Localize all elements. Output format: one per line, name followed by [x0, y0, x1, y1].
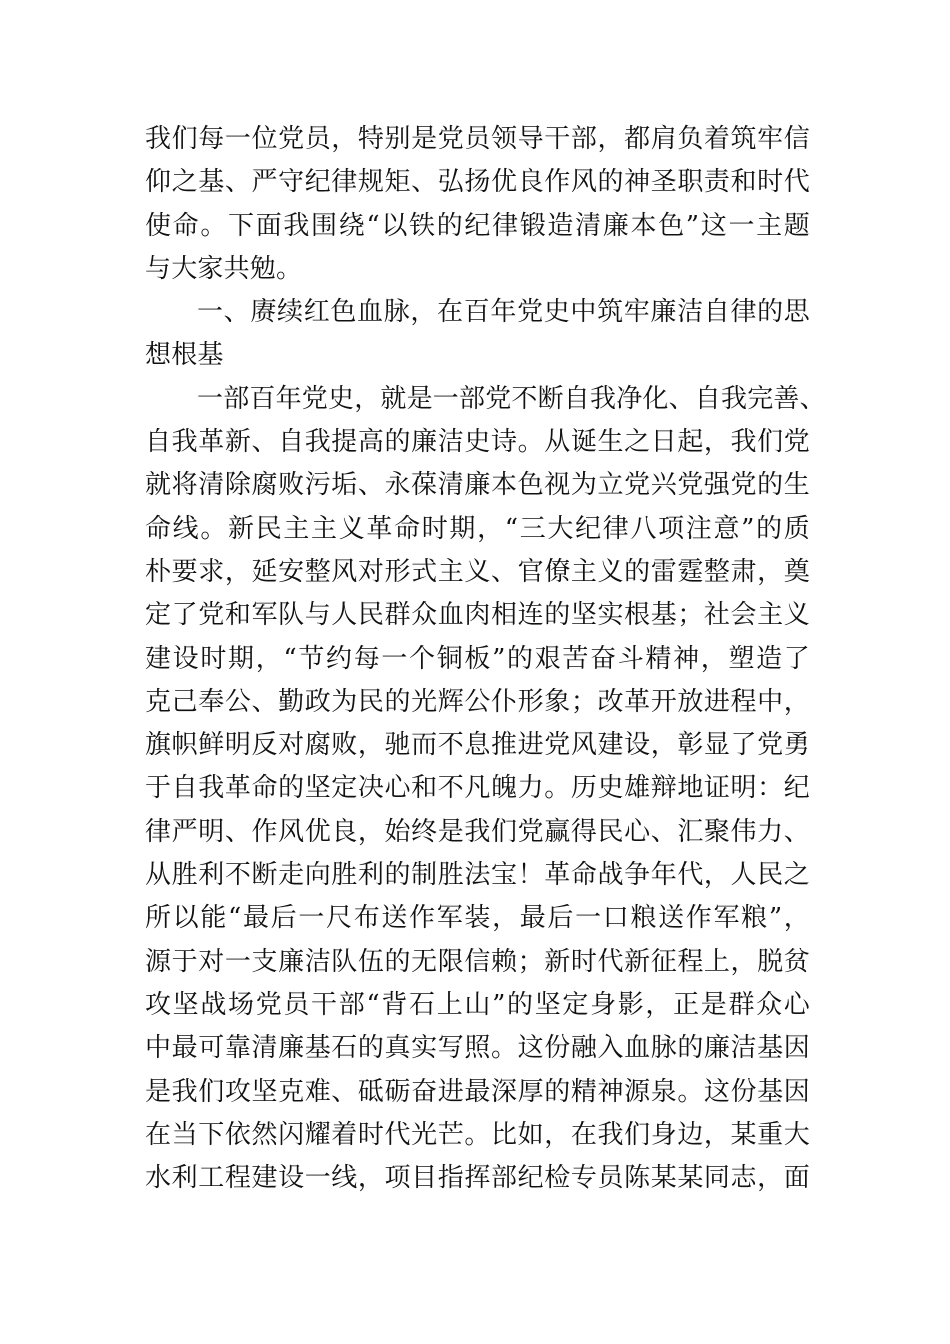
text-line: 命线。新民主主义革命时期，“三大纪律八项注意”的质	[145, 513, 810, 544]
text-line: 中最可靠清廉基石的真实写照。这份融入血脉的廉洁基因	[145, 1033, 810, 1064]
text-line: 所以能“最后一尺布送作军装，最后一口粮送作军粮”，	[145, 903, 810, 934]
text-line: 源于对一支廉洁队伍的无限信赖；新时代新征程上，脱贫	[145, 946, 810, 977]
text-line: 与大家共勉。	[145, 253, 303, 284]
text-line: 仰之基、严守纪律规矩、弘扬优良作风的神圣职责和时代	[145, 167, 810, 198]
text-line: 自我革新、自我提高的廉洁史诗。从诞生之日起，我们党	[145, 427, 810, 458]
document-body	[145, 118, 826, 1200]
text-line: 律严明、作风优良，始终是我们党赢得民心、汇聚伟力、	[145, 816, 810, 847]
text-line: 在当下依然闪耀着时代光芒。比如，在我们身边，某重大	[145, 1119, 810, 1150]
text-line: 一部百年党史，就是一部党不断自我净化、自我完善、	[197, 383, 826, 414]
text-line: 使命。下面我围绕“以铁的纪律锻造清廉本色”这一主题	[145, 210, 810, 241]
text-line: 旗帜鲜明反对腐败，驰而不息推进党风建设，彰显了党勇	[145, 730, 810, 761]
text-line: 一、赓续红色血脉，在百年党史中筑牢廉洁自律的思	[197, 297, 810, 328]
text-line: 我们每一位党员，特别是党员领导干部，都肩负着筑牢信	[145, 124, 810, 154]
text-line: 水利工程建设一线，项目指挥部纪检专员陈某某同志，面	[145, 1163, 810, 1194]
text-line: 就将清除腐败污垢、永葆清廉本色视为立党兴党强党的生	[145, 470, 810, 501]
text-line: 攻坚战场党员干部“背石上山”的坚定身影，正是群众心	[145, 989, 810, 1020]
text-line: 朴要求，延安整风对形式主义、官僚主义的雷霆整肃，奠	[145, 556, 810, 587]
text-line: 定了党和军队与人民群众血肉相连的坚实根基；社会主义	[145, 600, 810, 631]
text-line: 建设时期，“节约每一个铜板”的艰苦奋斗精神，塑造了	[145, 643, 810, 674]
text-line: 从胜利不断走向胜利的制胜法宝！革命战争年代，人民之	[145, 860, 810, 891]
text-line: 是我们攻坚克难、砥砺奋进最深厚的精神源泉。这份基因	[145, 1076, 810, 1107]
text-line: 克己奉公、勤政为民的光辉公仆形象；改革开放进程中，	[145, 686, 810, 717]
text-line: 于自我革命的坚定决心和不凡魄力。历史雄辩地证明：纪	[145, 773, 810, 804]
text-line: 想根基	[145, 340, 224, 371]
